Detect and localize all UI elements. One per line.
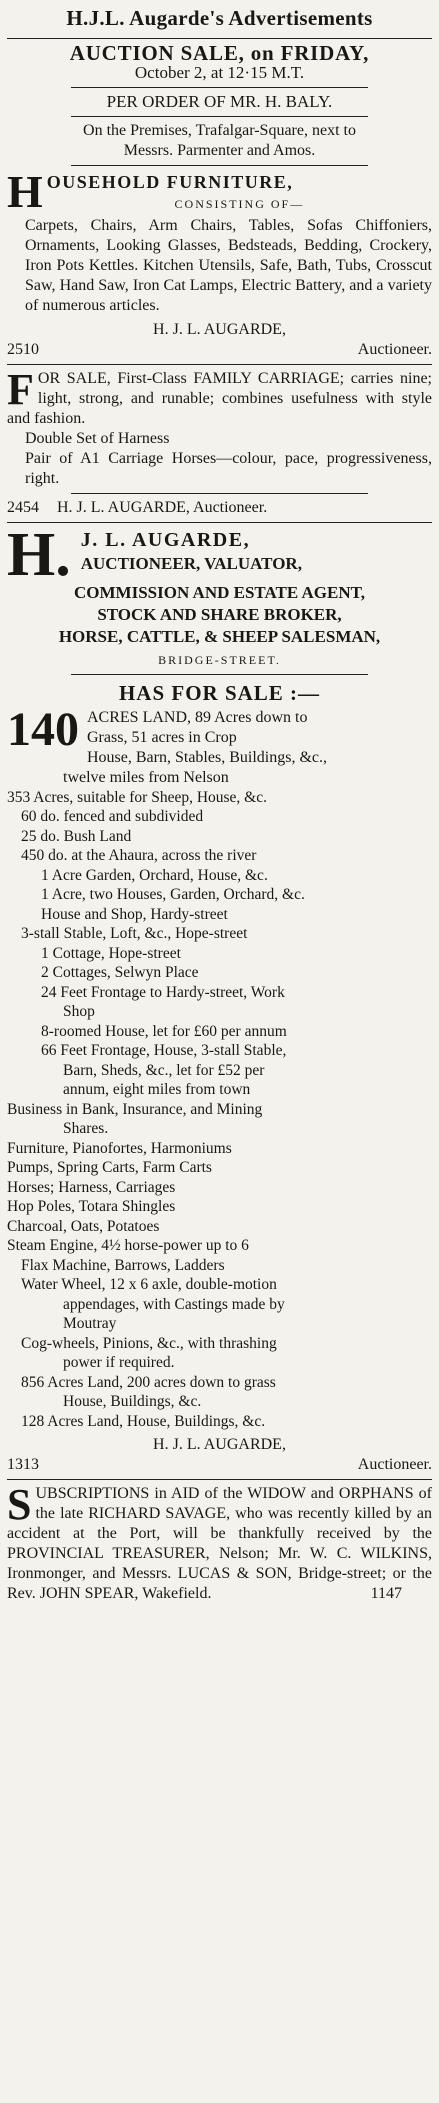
business-role-3: STOCK AND SHARE BROKER, <box>97 604 342 624</box>
drop-cap-letter: H. <box>7 527 71 582</box>
subscriptions-body: UBSCRIPTIONS in AID of the WIDOW and ORPHANS of the late RICHARD SAVAGE, who was recently killed by an accident at the Port, will be thankfully received by the PROVINCIAL TREASURER, Nelson; Mr. W. C. WILKINS, Ironmonger, and Messrs. LUCAS & SON, Bridge-street; or the Rev. JOHN SPEAR, Wakefield. <box>7 1485 432 1603</box>
furniture-heading <box>7 170 432 214</box>
list-item: Shop <box>63 1003 95 1021</box>
business-name: J. L. AUGARDE, <box>80 529 251 551</box>
list-item: 8-roomed House, let for £60 per annum <box>41 1022 287 1040</box>
ad-footer <box>7 498 432 518</box>
list-item: Moutray <box>63 1315 117 1333</box>
business-header <box>7 527 432 582</box>
carriage-paragraph <box>7 369 432 429</box>
ad-footer <box>7 1455 432 1475</box>
list-item: Cog-wheels, Pinions, &c., with thrashing <box>21 1334 277 1352</box>
list-item: 25 do. Bush Land <box>21 827 132 845</box>
business-role-4: HORSE, CATTLE, & SHEEP SALESMAN, <box>58 626 381 646</box>
auctioneer-title: Auctioneer. <box>357 1456 432 1474</box>
list-item: Flax Machine, Barrows, Ladders <box>21 1256 225 1274</box>
list-item: House and Shop, Hardy-street <box>41 905 228 923</box>
divider <box>7 522 432 523</box>
divider <box>7 1479 432 1480</box>
auction-heading: AUCTION SALE, on FRIDAY, <box>69 41 370 65</box>
list-item: Steam Engine, 4½ horse-power up to 6 <box>7 1237 249 1255</box>
list-item: 60 do. fenced and subdivided <box>21 808 204 826</box>
drop-cap-letter: S <box>7 1484 32 1530</box>
auctioneer-name: H. J. L. AUGARDE, <box>153 1436 286 1454</box>
list-item: Horses; Harness, Carriages <box>7 1178 176 1196</box>
premises-line-2: Messrs. Parmenter and Amos. <box>123 142 316 159</box>
list-item: 1 Acre Garden, Orchard, House, &c. <box>41 866 268 884</box>
has-for-sale-heading: HAS FOR SALE :— <box>118 680 321 705</box>
drop-cap-letter: F <box>7 369 34 414</box>
harness-line: Double Set of Harness <box>25 430 170 447</box>
auctioneer-title: Auctioneer. <box>357 341 432 358</box>
horses-line: Pair of A1 Carriage Horses—colour, pace, progressiveness, right. <box>25 450 432 487</box>
consisting-label: CONSISTING OF— <box>174 197 305 211</box>
list-item: Hop Poles, Totara Shingles <box>7 1198 176 1216</box>
list-item: 856 Acres Land, 200 acres down to grass <box>21 1373 276 1391</box>
list-item: 3-stall Stable, Loft, &c., Hope-street <box>21 925 248 943</box>
divider <box>71 87 369 88</box>
auction-order: PER ORDER OF MR. H. BALY. <box>106 92 333 111</box>
list-item: 24 Feet Frontage to Hardy-street, Work <box>41 983 285 1001</box>
divider <box>71 165 369 166</box>
list-item: appendages, with Castings made by <box>63 1295 285 1313</box>
business-role-1: AUCTIONEER, VALUATOR, <box>80 554 302 573</box>
carriage-body: OR SALE, First-Class FAMILY CARRIAGE; carries nine; light, strong, and runable; combines usefulness with style and fashion. <box>7 370 432 427</box>
advertisement-carriage-for-sale <box>7 369 432 518</box>
ad-footer <box>7 340 432 360</box>
business-role-2: COMMISSION AND ESTATE AGENT, <box>74 582 365 602</box>
premises-line: On the Premises, Trafalgar-Square, next to <box>83 122 356 139</box>
list-item: annum, eight miles from town <box>63 1081 251 1099</box>
list-item: Barn, Sheds, &c., let for £52 per <box>63 1061 265 1079</box>
sale-items-list <box>7 788 432 1432</box>
list-item: 66 Feet Frontage, House, 3-stall Stable, <box>41 1042 287 1060</box>
advertisement-augarde-business <box>7 527 432 1475</box>
list-item: Business in Bank, Insurance, and Mining <box>7 1100 263 1118</box>
lead-line: twelve miles from Nelson <box>63 768 229 786</box>
auction-date: October 2, at 12·15 M.T. <box>134 63 305 82</box>
auctioneer-name: H. J. L. AUGARDE, <box>153 321 286 338</box>
list-item: power if required. <box>63 1354 175 1372</box>
advertisement-auction-sale <box>7 43 432 360</box>
ad-number: 1313 <box>7 1456 39 1474</box>
divider <box>71 116 369 117</box>
newspaper-column <box>0 6 439 2103</box>
divider <box>71 674 369 675</box>
ad-number: 2454 <box>7 499 39 516</box>
list-item: 1 Cottage, Hope-street <box>41 944 181 962</box>
divider <box>7 38 432 39</box>
drop-cap-letter: H <box>7 170 43 214</box>
furniture-list-body: Carpets, Chairs, Arm Chairs, Tables, Sofas Chiffoniers, Ornaments, Looking Glasses, Bedsteads, Bedding, Crockery, Iron Pots Kettles. Kitchen Utensils, Safe, Bath, Tubs, Crosscut Saw, Hand Saw, Iron Cat Lamps, Electric Battery, and a variety of numerous articles. <box>25 217 432 314</box>
list-item: Furniture, Pianofortes, Harmoniums <box>7 1139 232 1157</box>
list-item: 2 Cottages, Selwyn Place <box>41 964 199 982</box>
list-item: 353 Acres, suitable for Sheep, House, &c. <box>7 788 267 806</box>
lead-line: ACRES LAND, 89 Acres down to <box>87 708 308 726</box>
masthead-title: H.J.L. Augarde's Advertisements <box>66 6 373 30</box>
lead-line: Grass, 51 acres in Crop <box>87 728 237 746</box>
list-item: 128 Acres Land, House, Buildings, &c. <box>21 1412 266 1430</box>
list-item: 1 Acre, two Houses, Garden, Orchard, &c. <box>41 886 305 904</box>
auctioneer-signature: H. J. L. AUGARDE, Auctioneer. <box>57 499 268 516</box>
ad-number: 1147 <box>370 1585 402 1603</box>
list-item: Water Wheel, 12 x 6 axle, double-motion <box>21 1276 277 1294</box>
list-item: Charcoal, Oats, Potatoes <box>7 1217 160 1235</box>
ad-number: 2510 <box>7 341 39 358</box>
furniture-title: OUSEHOLD FURNITURE, <box>46 172 294 192</box>
divider <box>71 493 369 494</box>
list-item: Pumps, Spring Carts, Farm Carts <box>7 1159 212 1177</box>
business-street: BRIDGE-STREET. <box>158 652 281 667</box>
list-item: Shares. <box>63 1120 109 1138</box>
divider <box>7 364 432 365</box>
list-item: House, Buildings, &c. <box>63 1393 202 1411</box>
big-number: 140 <box>7 707 79 756</box>
list-item: 450 do. at the Ahaura, across the river <box>21 847 257 865</box>
lead-item <box>7 708 432 768</box>
lead-line: House, Barn, Stables, Buildings, &c., <box>87 748 327 766</box>
advertisement-subscriptions <box>7 1484 432 1604</box>
